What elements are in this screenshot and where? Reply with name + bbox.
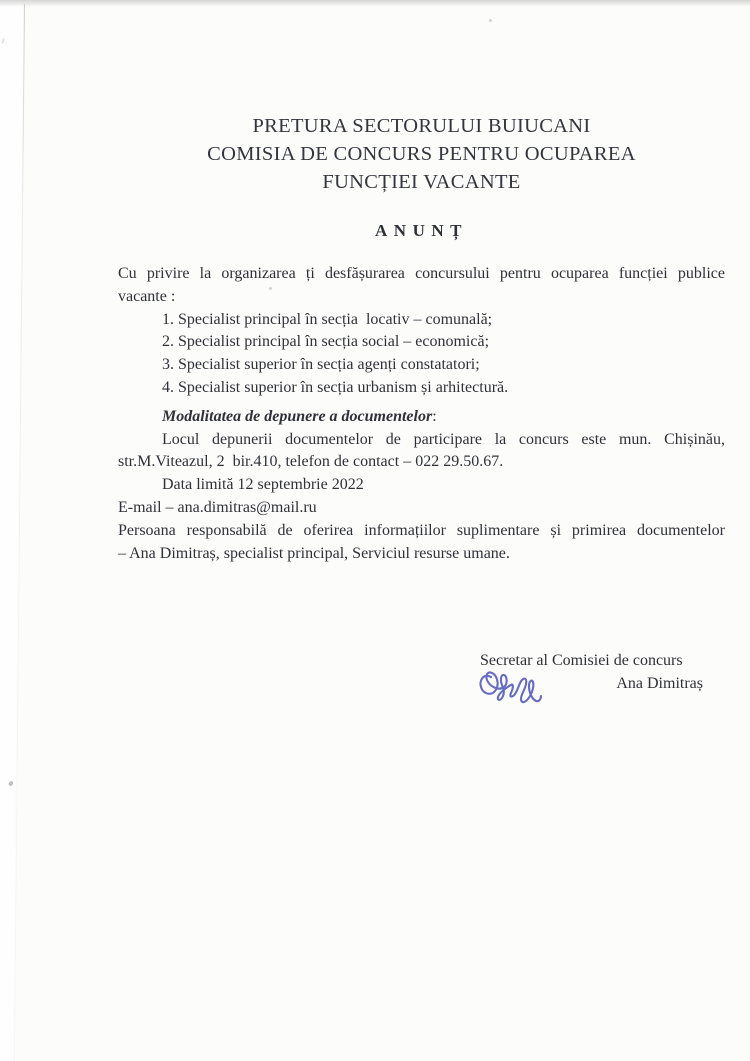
submission-heading-colon: : (432, 407, 437, 425)
handwritten-signature (477, 663, 545, 709)
document-title (118, 112, 725, 196)
announcement-heading: ANUNȚ (375, 221, 468, 240)
contact-person-line-2: – Ana Dimitraș, specialist principal, Serviciul resurse umane. (118, 544, 510, 562)
title-line-3: FUNCȚIEI VACANTE (322, 171, 521, 193)
vacancy-item-2: 2. Specialist principal în secția social – economică; (162, 333, 490, 351)
submission-location-line-1: Locul depunerii documentelor de participare la concurs este mun. Chișinău, (162, 430, 725, 448)
title-line-2: COMISIA DE CONCURS PENTRU OCUPAREA (207, 143, 636, 165)
vacancy-item-4: 4. Specialist superior în secția urbanism și arhitectură. (162, 378, 509, 396)
scan-speck (489, 19, 492, 22)
intro-line-2: vacante : (118, 287, 176, 305)
document-body (118, 263, 725, 565)
signatory-role: Secretar al Comisiei de concurs (480, 652, 683, 669)
submission-section-heading (118, 406, 725, 429)
submission-email: E-mail – ana.dimitras@mail.ru (118, 498, 317, 516)
vacancy-item-1: 1. Specialist principal în secția locativ – comunală; (162, 310, 493, 328)
submission-heading-text: Modalitatea de depunere a documentelor (162, 407, 433, 425)
contact-person-line-1: Persoana responsabilă de oferirea informațiilor suplimentare și primirea documentelor (118, 521, 725, 539)
title-line-1: PRETURA SECTORULUI BUIUCANI (252, 115, 591, 137)
signature-stroke (480, 672, 541, 702)
intro-line-1: Cu privire la organizarea ți desfășurarea concursului pentru ocuparea funcției publice (118, 265, 725, 282)
submission-deadline: Data limită 12 septembrie 2022 (162, 476, 364, 494)
vacancy-item-3: 3. Specialist superior în secția agenți constatatori; (162, 356, 480, 374)
signatory-name: Ana Dimitraș (616, 675, 703, 692)
scan-top-shadow (0, 0, 750, 7)
submission-location-line-2: str.M.Viteazul, 2 bir.410, telefon de contact – 022 29.50.67. (118, 453, 504, 471)
